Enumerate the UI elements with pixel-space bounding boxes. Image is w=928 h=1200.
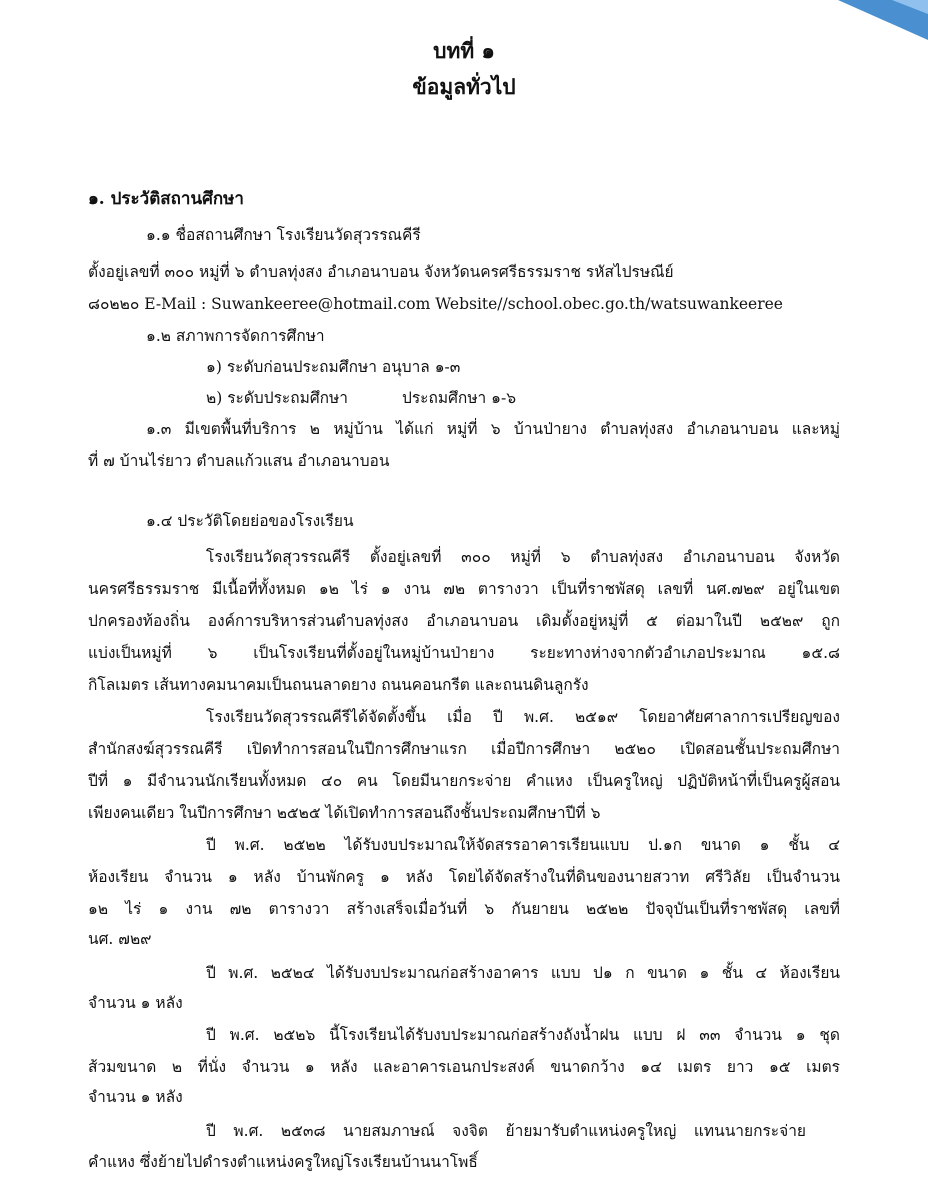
- education-level-2-label: ๒) ระดับประถมศึกษา: [206, 389, 348, 407]
- paragraph-line: ปี พ.ศ. ๒๕๓๘ นายสมภาษณ์ จงจิต ย้ายมารับตำแหน่งครูใหญ่ แทนนายกระจ่าย: [206, 1122, 806, 1140]
- paragraph-line: ปี พ.ศ. ๒๕๒๒ ได้รับงบประมาณให้จัดสรรอาคารเรียนแบบ ป.๑ก ขนาด ๑ ชั้น ๔: [206, 836, 840, 854]
- paragraph-line: ห้องเรียน จำนวน ๑ หลัง บ้านพักครู ๑ หลัง โดยได้จัดสร้างในที่ดินของนายสวาท ศรีวิลัย เป็นจำนวน: [88, 868, 840, 886]
- paragraph-line: คำแหง ซึ่งย้ายไปดำรงตำแหน่งครูใหญ่โรงเรียนบ้านนาโพธิ์: [88, 1153, 478, 1171]
- paragraph-line: ปี พ.ศ. ๒๕๒๖ นี้โรงเรียนได้รับงบประมาณก่อสร้างถังน้ำฝน แบบ ฝ ๓๓ จำนวน ๑ ชุด: [206, 1026, 840, 1044]
- chapter-title: ข้อมูลทั่วไป: [412, 74, 516, 99]
- section-heading: ๑. ประวัติสถานศึกษา: [88, 189, 244, 209]
- item-1-4: ๑.๔ ประวัติโดยย่อของโรงเรียน: [146, 512, 354, 530]
- education-level-1: ๑) ระดับก่อนประถมศึกษา อนุบาล ๑-๓: [206, 358, 461, 376]
- paragraph-line: เพียงคนเดียว ในปีการศึกษา ๒๕๒๕ ได้เปิดทำการสอนถึงชั้นประถมศึกษาปีที่ ๖: [88, 804, 601, 822]
- paragraph-line: แบ่งเป็นหมู่ที่ ๖ เป็นโรงเรียนที่ตั้งอยู่ในหมู่บ้านป่ายาง ระยะทางห่างจากตัวอำเภอประมาณ ๑๕.๘: [88, 644, 840, 662]
- paragraph-line: โรงเรียนวัดสุวรรณคีรีได้จัดตั้งขึ้น เมื่อ ปี พ.ศ. ๒๕๑๙ โดยอาศัยศาลาการเปรียญของ: [206, 708, 840, 726]
- paragraph-line: สำนักสงฆ์สุวรรณคีรี เปิดทำการสอนในปีการศึกษาแรก เมื่อปีการศึกษา ๒๕๒๐ เปิดสอนชั้นประถมศึกษา: [88, 740, 840, 758]
- paragraph-line: นครศรีธรรมราช มีเนื้อที่ทั้งหมด ๑๒ ไร่ ๑ งาน ๗๒ ตารางวา เป็นที่ราชพัสดุ เลขที่ นศ.๗๒๙ อยู่ในเขต: [88, 580, 840, 598]
- paragraph-line: ส้วมขนาด ๒ ที่นั่ง จำนวน ๑ หลัง และอาคารเอนกประสงค์ ขนาดกว้าง ๑๔ เมตร ยาว ๑๕ เมตร: [88, 1058, 840, 1076]
- paragraph-line: ปกครองท้องถิ่น องค์การบริหารส่วนตำบลทุ่งสง อำเภอนาบอน เดิมตั้งอยู่หมู่ที่ ๕ ต่อมาในปี ๒๕๒๙ ถูก: [88, 612, 840, 630]
- address-line-1: ตั้งอยู่เลขที่ ๓๐๐ หมู่ที่ ๖ ตำบลทุ่งสง อำเภอนาบอน จังหวัดนครศรีธรรมราช รหัสไปรษณีย์: [88, 263, 674, 281]
- item-1-1: ๑.๑ ชื่อสถานศึกษา โรงเรียนวัดสุวรรณคีรี: [146, 226, 421, 244]
- address-line-2: ๘๐๒๒๐ E-Mail : Suwankeeree@hotmail.com Website//school.obec.go.th/watsuwankeeree: [88, 295, 783, 313]
- paragraph-line: จำนวน ๑ หลัง: [88, 1088, 183, 1106]
- chapter-number: บทที่ ๑: [433, 38, 495, 63]
- paragraph-line: ปีที่ ๑ มีจำนวนนักเรียนทั้งหมด ๔๐ คน โดยมีนายกระจ่าย คำแหง เป็นครูใหญ่ ปฏิบัติหน้าที่เป็นครูผู้สอน: [88, 772, 840, 790]
- education-level-2-value: ประถมศึกษา ๑-๖: [402, 389, 517, 407]
- paragraph-line: จำนวน ๑ หลัง: [88, 994, 183, 1012]
- item-1-2: ๑.๒ สภาพการจัดการศึกษา: [146, 327, 325, 345]
- paragraph-line: นศ. ๗๒๙: [88, 930, 152, 948]
- item-1-3-line-2: ที่ ๗ บ้านไร่ยาว ตำบลแก้วแสน อำเภอนาบอน: [88, 452, 390, 470]
- paragraph-line: ๑๒ ไร่ ๑ งาน ๗๒ ตารางวา สร้างเสร็จเมื่อวันที่ ๖ กันยายน ๒๕๒๒ ปัจจุบันเป็นที่ราชพัสดุ เลขที่: [88, 900, 840, 918]
- item-1-3-line-1: ๑.๓ มีเขตพื้นที่บริการ ๒ หมู่บ้าน ได้แก่ หมู่ที่ ๖ บ้านป่ายาง ตำบลทุ่งสง อำเภอนาบอน และหมู่: [146, 420, 840, 438]
- paragraph-line: ปี พ.ศ. ๒๕๒๔ ได้รับงบประมาณก่อสร้างอาคาร แบบ ป๑ ก ขนาด ๑ ชั้น ๔ ห้องเรียน: [206, 964, 840, 982]
- paragraph-line: โรงเรียนวัดสุวรรณคีรี ตั้งอยู่เลขที่ ๓๐๐ หมู่ที่ ๖ ตำบลทุ่งสง อำเภอนาบอน จังหวัด: [206, 548, 840, 566]
- paragraph-line: กิโลเมตร เส้นทางคมนาคมเป็นถนนลาดยาง ถนนคอนกรีต และถนนดินลูกรัง: [88, 676, 589, 694]
